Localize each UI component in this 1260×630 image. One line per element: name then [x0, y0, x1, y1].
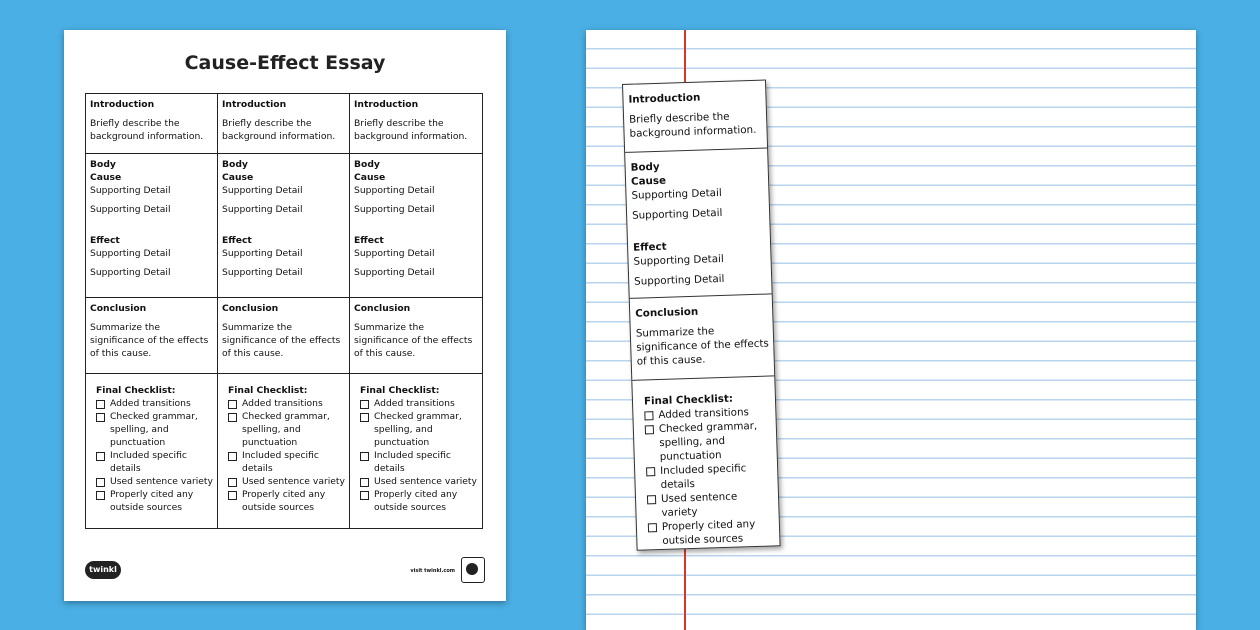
body-heading: Body	[90, 159, 116, 170]
checklist-item	[96, 488, 214, 514]
intro-text: Briefly describe the background information.	[222, 118, 336, 142]
effect-label: Effect	[90, 235, 120, 246]
supporting-detail: Supporting Detail	[354, 248, 435, 259]
body-cell	[218, 154, 350, 298]
supporting-detail: Supporting Detail	[90, 204, 171, 215]
checkbox-icon	[228, 413, 237, 422]
checklist-item-text: Properly cited any outside sources	[661, 518, 756, 547]
checklist-item-text: Added transitions	[242, 398, 323, 409]
conclusion-text: Summarize the significance of the effects of this cause.	[635, 325, 770, 368]
conclusion-heading: Conclusion	[90, 303, 147, 314]
conclusion-heading: Conclusion	[222, 303, 279, 314]
checklist-item-text: Checked grammar, spelling, and punctuation	[110, 411, 198, 448]
conclusion-heading: Conclusion	[354, 303, 411, 314]
supporting-detail: Supporting Detail	[354, 185, 435, 196]
checkbox-icon	[228, 452, 237, 461]
body-cell	[86, 154, 218, 298]
body-heading: Body	[354, 159, 380, 170]
checklist-item-text: Added transitions	[374, 398, 455, 409]
cause-label: Cause	[90, 172, 122, 183]
supporting-detail: Supporting Detail	[354, 267, 435, 278]
checklist-item	[96, 397, 214, 410]
conclusion-cell	[86, 298, 218, 374]
checkbox-icon	[360, 452, 369, 461]
checklist-item	[96, 449, 214, 475]
checklist-cell	[86, 374, 218, 528]
checkbox-icon	[96, 413, 105, 422]
checklist-item	[645, 418, 773, 464]
checklist-item	[228, 449, 346, 475]
intro-cell	[350, 94, 482, 154]
cause-label: Cause	[630, 174, 667, 188]
strip-intro	[623, 81, 767, 153]
checklist-item-text: Included specific details	[374, 450, 451, 474]
checklist-item-text: Used sentence variety	[374, 476, 477, 487]
checkbox-icon	[645, 425, 654, 434]
checkbox-icon	[96, 400, 105, 409]
checklist-title: Final Checklist:	[360, 385, 440, 396]
intro-heading: Introduction	[222, 99, 287, 110]
intro-text: Briefly describe the background information.	[628, 110, 757, 140]
checkbox-icon	[360, 413, 369, 422]
checklist-item	[360, 488, 479, 514]
strip-checklist	[632, 376, 779, 552]
supporting-detail: Supporting Detail	[90, 185, 171, 196]
checklist-item	[96, 410, 214, 449]
intro-heading: Introduction	[628, 91, 701, 106]
conclusion-text: Summarize the significance of the effects of this cause.	[90, 322, 209, 359]
checklist-item	[646, 460, 774, 492]
checkbox-icon	[644, 411, 653, 420]
intro-text: Briefly describe the background information.	[90, 118, 204, 142]
checklist-item-text: Checked grammar, spelling, and punctuation	[658, 419, 758, 463]
checklist-item-text: Checked grammar, spelling, and punctuation	[374, 411, 462, 448]
intro-heading: Introduction	[90, 99, 155, 110]
checkbox-icon	[648, 523, 657, 532]
intro-text: Briefly describe the background information.	[354, 118, 468, 142]
checklist-item-text: Used sentence variety	[660, 490, 738, 519]
body-heading: Body	[630, 160, 660, 174]
supporting-detail: Supporting Detail	[631, 206, 723, 222]
checklist-item	[360, 410, 479, 449]
checklist-item	[228, 488, 346, 514]
checklist-title: Final Checklist:	[643, 392, 734, 408]
conclusion-text: Summarize the significance of the effects of this cause.	[222, 322, 341, 359]
supporting-detail: Supporting Detail	[633, 252, 724, 268]
body-cell	[350, 154, 482, 298]
conclusion-cell	[350, 298, 482, 374]
supporting-detail: Supporting Detail	[222, 185, 303, 196]
checklist-item	[647, 488, 775, 520]
checklist-item-text: Properly cited any outside sources	[110, 489, 194, 513]
worksheet-title: Cause-Effect Essay	[184, 52, 386, 74]
checkbox-icon	[228, 491, 237, 500]
checklist-cell	[350, 374, 482, 528]
visit-link: visit twinkl.com	[410, 568, 455, 574]
checklist-item-text: Added transitions	[658, 406, 750, 422]
checkbox-icon	[360, 491, 369, 500]
body-heading: Body	[222, 159, 248, 170]
supporting-detail: Supporting Detail	[631, 186, 722, 202]
checkbox-icon	[228, 478, 237, 487]
cause-label: Cause	[222, 172, 254, 183]
intro-heading: Introduction	[354, 99, 419, 110]
conclusion-text: Summarize the significance of the effects of this cause.	[354, 322, 473, 359]
checkbox-icon	[360, 400, 369, 409]
effect-label: Effect	[354, 235, 384, 246]
strip-body	[625, 148, 772, 298]
checkbox-icon	[96, 491, 105, 500]
conclusion-cell	[218, 298, 350, 374]
checklist-item-text: Included specific details	[659, 462, 747, 491]
checklist-item	[648, 516, 776, 548]
checkbox-icon	[96, 452, 105, 461]
supporting-detail: Supporting Detail	[634, 272, 725, 288]
intro-cell	[218, 94, 350, 154]
worksheet-footer	[85, 555, 485, 585]
checklist-item-text: Included specific details	[242, 450, 319, 474]
checklist-item	[228, 410, 346, 449]
checklist-item-text: Properly cited any outside sources	[374, 489, 458, 513]
supporting-detail: Supporting Detail	[222, 267, 303, 278]
checklist-cell	[218, 374, 350, 528]
checkbox-icon	[96, 478, 105, 487]
checklist-item	[360, 449, 479, 475]
effect-label: Effect	[222, 235, 252, 246]
cause-label: Cause	[354, 172, 386, 183]
supporting-detail: Supporting Detail	[90, 248, 171, 259]
checklist-item-text: Used sentence variety	[110, 476, 213, 487]
checklist-title: Final Checklist:	[228, 385, 308, 396]
checkbox-icon	[646, 467, 655, 476]
supporting-detail: Supporting Detail	[90, 267, 171, 278]
organizer-grid	[85, 93, 483, 529]
effect-label: Effect	[632, 240, 667, 254]
checklist-item-text: Added transitions	[110, 398, 191, 409]
checkbox-icon	[360, 478, 369, 487]
twinkl-badge-icon	[461, 557, 485, 583]
bookmark-strip	[622, 79, 781, 550]
strip-conclusion	[630, 294, 775, 380]
checklist-item	[360, 475, 479, 488]
twinkl-logo: twinkl	[85, 561, 121, 579]
checklist-item	[228, 397, 346, 410]
checklist-item-text: Checked grammar, spelling, and punctuation	[242, 411, 330, 448]
supporting-detail: Supporting Detail	[222, 204, 303, 215]
supporting-detail: Supporting Detail	[222, 248, 303, 259]
conclusion-heading: Conclusion	[635, 305, 699, 320]
checklist-item-text: Included specific details	[110, 450, 187, 474]
supporting-detail: Supporting Detail	[354, 204, 435, 215]
checklist-title: Final Checklist:	[96, 385, 176, 396]
checklist-item	[360, 397, 479, 410]
checkbox-icon	[228, 400, 237, 409]
checklist-item-text: Properly cited any outside sources	[242, 489, 326, 513]
intro-cell	[86, 94, 218, 154]
checklist-item	[96, 475, 214, 488]
checklist-item	[228, 475, 346, 488]
worksheet-page	[64, 30, 506, 601]
checkbox-icon	[647, 495, 656, 504]
checklist-item-text: Used sentence variety	[242, 476, 345, 487]
